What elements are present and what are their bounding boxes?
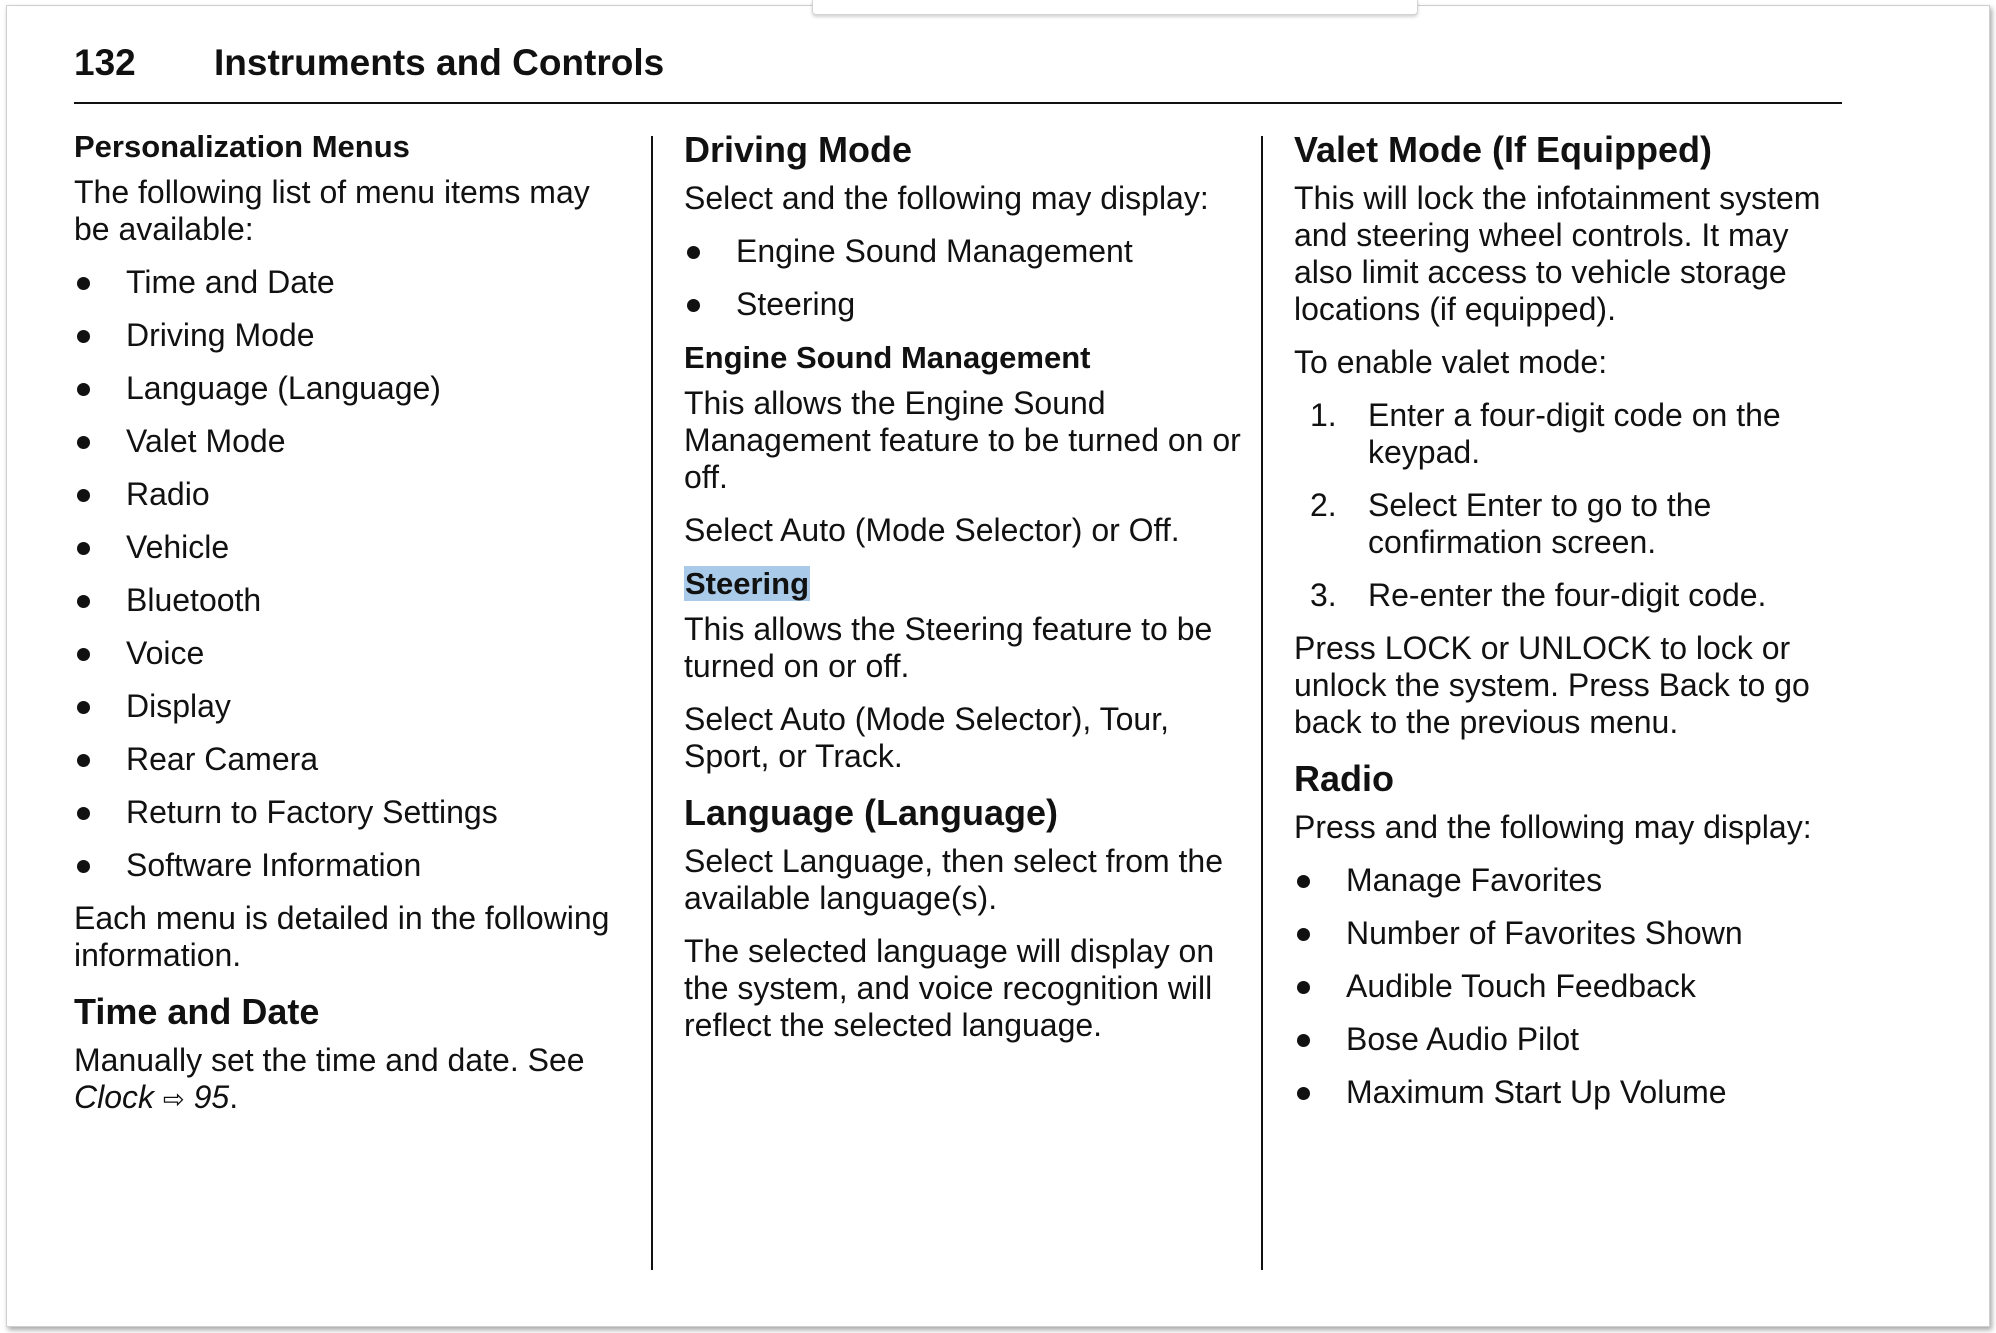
- steering-heading: [684, 565, 1244, 603]
- detail-note: Each menu is detailed in the following information.: [74, 900, 610, 973]
- steering-select: Select Auto (Mode Selector), Tour, Sport, or Track.: [684, 701, 1169, 774]
- numbered-step: [1294, 577, 1854, 614]
- driving-mode-heading: Driving Mode: [684, 129, 913, 170]
- language-text-1: Select Language, then select from the available language(s).: [684, 843, 1224, 916]
- column-divider-left: [651, 136, 653, 1270]
- clock-reference-link[interactable]: [74, 1079, 229, 1115]
- menu-items-list: [74, 264, 634, 884]
- engine-sound-select: Select Auto (Mode Selector) or Off.: [684, 512, 1180, 548]
- engine-sound-text: This allows the Engine Sound Management feature to be turned on or off.: [684, 385, 1241, 495]
- valet-lock-text: Press LOCK or UNLOCK to lock or unlock the system. Press Back to go back to the previous menu.: [1294, 630, 1810, 740]
- driving-mode-text: Select and the following may display:: [684, 180, 1209, 216]
- list-item: Maximum Start Up Volume: [1294, 1074, 1854, 1111]
- list-item: Radio: [74, 476, 634, 513]
- list-item: Number of Favorites Shown: [1294, 915, 1854, 952]
- column-right: [1294, 128, 1854, 1127]
- step-number: 2.: [1310, 487, 1337, 523]
- clock-link-label: Clock: [74, 1079, 155, 1115]
- list-item: Display: [74, 688, 634, 725]
- language-text-2: The selected language will display on the system, and voice recognition will reflect the selected language.: [684, 933, 1215, 1043]
- numbered-step: [1294, 397, 1854, 471]
- valet-enable-text: To enable valet mode:: [1294, 344, 1608, 380]
- list-item: Bluetooth: [74, 582, 634, 619]
- personalization-heading: Personalization Menus: [74, 129, 410, 164]
- driving-mode-list: [684, 233, 1244, 323]
- valet-text: This will lock the infotainment system and steering wheel controls. It may also limit access to vehicle storage locations (if equipped).: [1294, 180, 1821, 327]
- personalization-intro: The following list of menu items may be available:: [74, 174, 590, 247]
- valet-steps-list: [1294, 397, 1854, 614]
- list-item: Manage Favorites: [1294, 862, 1854, 899]
- list-item: Rear Camera: [74, 741, 634, 778]
- step-text: Re-enter the four-digit code.: [1368, 577, 1767, 613]
- list-item: Steering: [684, 286, 1244, 323]
- list-item: Time and Date: [74, 264, 634, 301]
- list-item: Audible Touch Feedback: [1294, 968, 1854, 1005]
- column-divider-right: [1261, 136, 1263, 1270]
- numbered-step: [1294, 487, 1854, 561]
- radio-heading: Radio: [1294, 758, 1395, 799]
- time-date-period: .: [229, 1079, 239, 1115]
- page-header: [74, 38, 1842, 104]
- list-item: Driving Mode: [74, 317, 634, 354]
- time-date-heading: Time and Date: [74, 991, 320, 1032]
- radio-text: Press and the following may display:: [1294, 809, 1812, 845]
- step-number: 3.: [1310, 577, 1337, 613]
- column-middle: [684, 128, 1244, 1060]
- arrow-right-icon: ⇨: [162, 1084, 185, 1114]
- section-title: Instruments and Controls: [214, 42, 665, 83]
- list-item: Voice: [74, 635, 634, 672]
- list-item: Valet Mode: [74, 423, 634, 460]
- radio-items-list: [1294, 862, 1854, 1111]
- list-item: Bose Audio Pilot: [1294, 1021, 1854, 1058]
- step-text: Enter a four-digit code on the keypad.: [1368, 397, 1781, 470]
- time-date-paragraph: [74, 1042, 634, 1118]
- step-number: 1.: [1310, 397, 1337, 433]
- engine-sound-heading: Engine Sound Management: [684, 340, 1091, 375]
- page-number: 132: [74, 42, 136, 83]
- steering-text: This allows the Steering feature to be turned on or off.: [684, 611, 1213, 684]
- clock-link-page: 95: [193, 1079, 230, 1115]
- language-heading: Language (Language): [684, 792, 1059, 833]
- step-text: Select Enter to go to the confirmation screen.: [1368, 487, 1712, 560]
- list-item: Language (Language): [74, 370, 634, 407]
- list-item: Software Information: [74, 847, 634, 884]
- list-item: Return to Factory Settings: [74, 794, 634, 831]
- list-item: Vehicle: [74, 529, 634, 566]
- steering-heading-highlight[interactable]: Steering: [685, 566, 810, 601]
- valet-heading: Valet Mode (If Equipped): [1294, 129, 1713, 170]
- time-date-text: Manually set the time and date. See: [74, 1042, 585, 1078]
- list-item: Engine Sound Management: [684, 233, 1244, 270]
- page-top-tab: [812, 0, 1418, 15]
- column-left: [74, 128, 634, 1134]
